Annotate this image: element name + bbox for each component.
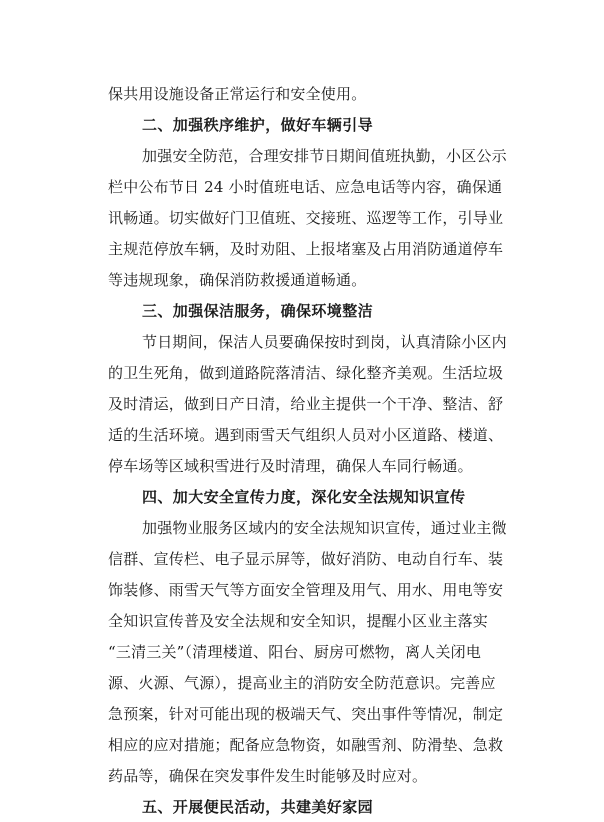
body-text-line: 保共用设施设备正常运行和安全使用。	[108, 85, 367, 103]
body-text-line: 停车场等区域积雪进行及时清理，确保人车同行畅通。	[108, 457, 473, 475]
body-text-line: 等违规现象，确保消防救援通道畅通。	[108, 271, 367, 289]
body-text-line: 源、火源、气源），提高业主的消防安全防范意识。完善应	[108, 674, 496, 692]
body-text-line: 节日期间，保洁人员要确保按时到岗，认真清除小区内	[142, 333, 507, 351]
body-text-line: 主规范停放车辆，及时劝阻、上报堵塞及占用消防通道停车	[108, 240, 504, 258]
body-text-line: 适的生活环境。遇到雨雪天气组织人员对小区道路、楼道、	[108, 426, 504, 444]
body-text-line: 饰装修、雨雪天气等方面安全管理及用气、用水、用电等安	[108, 581, 504, 599]
section-heading-5: 五、开展便民活动，共建美好家园	[142, 798, 374, 816]
body-text-line: 信群、宣传栏、电子显示屏等，做好消防、电动自行车、装	[108, 550, 504, 568]
section-heading-2: 二、加强秩序维护，做好车辆引导	[142, 116, 374, 134]
body-text-line: 全知识宣传普及安全法规和安全知识，提醒小区业主落实	[108, 612, 489, 630]
section-heading-3: 三、加强保洁服务，确保环境整洁	[142, 302, 374, 320]
body-text-line: 急预案，针对可能出现的极端天气、突出事件等情况，制定	[108, 705, 504, 723]
body-text-line: 加强物业服务区域内的安全法规知识宣传，通过业主微	[142, 519, 507, 537]
body-text-line: 药品等，确保在突发事件发生时能够及时应对。	[108, 767, 428, 785]
body-text-line: 栏中公布节日 24 小时值班电话、应急电话等内容，确保通	[108, 178, 503, 196]
body-text-line: “三清三关”（清理楼道、阳台、厨房可燃物，离人关闭电	[108, 643, 482, 661]
body-text-line: 相应的应对措施；配备应急物资，如融雪剂、防滑垫、急救	[108, 736, 504, 754]
section-heading-4: 四、加大安全宣传力度，深化安全法规知识宣传	[142, 488, 466, 506]
body-text-line: 加强安全防范，合理安排节日期间值班执勤，小区公示	[142, 147, 507, 165]
body-text-line: 及时清运，做到日产日清，给业主提供一个干净、整洁、舒	[108, 395, 504, 413]
body-text-line: 的卫生死角，做到道路院落清洁、绿化整齐美观。生活垃圾	[108, 364, 504, 382]
body-text-line: 讯畅通。切实做好门卫值班、交接班、巡逻等工作，引导业	[108, 209, 504, 227]
